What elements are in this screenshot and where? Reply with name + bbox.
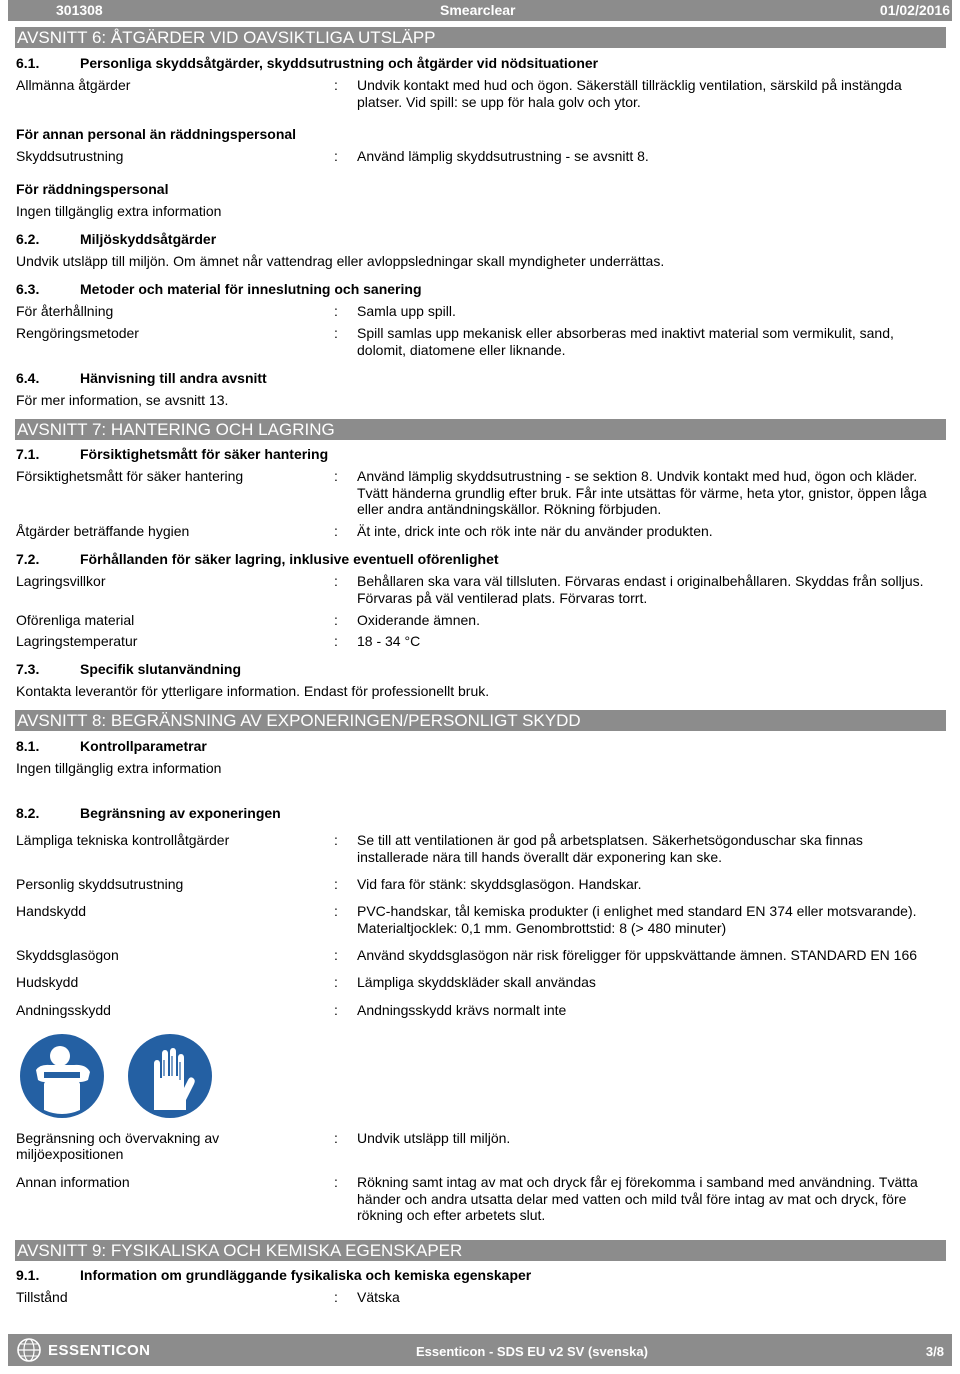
field-label: Hudskydd: [16, 974, 79, 990]
field-value: Spill samlas upp mekanisk eller absorberas med inaktivt material som vermikulit, sand, dolomit, diatomene eller liknande.: [357, 325, 894, 358]
subsection-6-2: [16, 231, 216, 247]
subsection-number: 7.1.: [16, 446, 40, 462]
product-name: Smearclear: [440, 2, 516, 18]
field-value: Undvik utsläpp till miljön.: [357, 1130, 511, 1146]
section-9-heading: AVSNITT 9: FYSIKALISKA OCH KEMISKA EGENSKAPER: [15, 1240, 946, 1261]
subsection-title: Förhållanden för säker lagring, inklusive eventuell oförenlighet: [80, 551, 499, 567]
field-label: Försiktighetsmått för säker hantering: [16, 468, 244, 484]
field-label: Begränsning och övervakning av miljöexpositionen: [16, 1130, 220, 1162]
subsection-title: Specifik slutanvändning: [80, 661, 242, 677]
field-colon: :: [334, 876, 338, 892]
subsection-9-1: [16, 1267, 531, 1283]
subsection-title: Miljöskyddsåtgärder: [80, 231, 217, 247]
document-footer: [8, 1334, 952, 1366]
field-value: Undvik kontakt med hud och ögon. Säkerställ tillräcklig ventilation, särskild på instängda platser. Vid spill: se upp för hala golv och ytor.: [357, 77, 902, 110]
field-value: Använd lämplig skyddsutrustning - se avsnitt 8.: [357, 148, 649, 164]
info-text: Ingen tillgänglig extra information: [16, 203, 222, 219]
field-label: Lagringstemperatur: [16, 633, 138, 649]
subsection-title: Begränsning av exponeringen: [80, 805, 281, 821]
field-value: Använd skyddsglasögon när risk föreligger för uppskvättande ämnen. STANDARD EN 166: [357, 947, 918, 963]
field-label: Personlig skyddsutrustning: [16, 876, 184, 892]
field-value: Samla upp spill.: [357, 303, 456, 319]
field-value: Använd lämplig skyddsutrustning - se sektion 8. Undvik kontakt med hud, ögon och kläder. Tvätt händerna grundlig efter bruk. Får inte utsättas för värme, heta ytor, gnistor, öppen låga eller andra antändningskällor. Rökning förbjuden.: [357, 468, 927, 517]
field-colon: :: [334, 947, 338, 963]
info-text: Undvik utsläpp till miljön. Om ämnet når vattendrag eller avloppsledningar skall myndigheter underrättas.: [16, 253, 665, 269]
subsection-number: 8.1.: [16, 738, 40, 754]
subsection-number: 6.1.: [16, 55, 40, 71]
field-value: Se till att ventilationen är god på arbetsplatsen. Säkerhetsögonduschar ska finnas installerade nära till hands överallt där exponering kan ske.: [357, 832, 863, 865]
globe-icon: [16, 1337, 42, 1363]
field-colon: :: [334, 325, 338, 341]
field-value: Oxiderande ämnen.: [357, 612, 480, 628]
product-code: 301308: [56, 2, 103, 18]
field-label: Tillstånd: [16, 1289, 68, 1305]
document-date: 01/02/2016: [879, 2, 950, 18]
subsection-8-2: [16, 805, 281, 821]
info-text: För mer information, se avsnitt 13.: [16, 392, 229, 408]
subsection-number: 9.1.: [16, 1267, 40, 1283]
field-colon: :: [334, 903, 338, 919]
eye-protection-icon: [16, 1030, 108, 1122]
logo-text: ESSENTICON: [48, 1341, 151, 1359]
field-value: Behållaren ska vara väl tillsluten. Förvaras endast i originalbehållaren. Skyddas från solljus. Förvaras på väl ventilerad plats. Förvaras torrt.: [357, 573, 924, 606]
group-heading: För annan personal än räddningspersonal: [16, 126, 297, 142]
field-colon: :: [334, 1002, 338, 1018]
subsection-7-3: [16, 661, 241, 677]
subsection-6-1: [16, 55, 598, 71]
field-colon: :: [334, 468, 338, 484]
field-label: Handskydd: [16, 903, 87, 919]
field-label: Åtgärder beträffande hygien: [16, 523, 190, 539]
hand-protection-icon: [124, 1030, 216, 1122]
section-8-heading: AVSNITT 8: BEGRÄNSNING AV EXPONERINGEN/PERSONLIGT SKYDD: [15, 710, 946, 731]
group-heading: För räddningspersonal: [16, 181, 169, 197]
field-value: PVC-handskar, tål kemiska produkter (i enlighet med standard EN 374 eller motsvarande). Materialtjocklek: 0,1 mm. Genombrottstid: 8 (> 480 minuter): [357, 903, 917, 936]
field-label: Oförenliga material: [16, 612, 135, 628]
info-text: Ingen tillgänglig extra information: [16, 760, 222, 776]
field-value: Vid fara för stänk: skyddsglasögon. Handskar.: [357, 876, 642, 892]
subsection-7-1: [16, 446, 328, 462]
info-text: Kontakta leverantör för ytterligare information. Endast för professionellt bruk.: [16, 683, 490, 699]
subsection-number: 7.2.: [16, 551, 40, 567]
subsection-number: 6.2.: [16, 231, 40, 247]
document-header: [8, 0, 952, 21]
field-value: Rökning samt intag av mat och dryck får ej förekomma i samband med användning. Tvätta händer och andra utsatta delar med vatten och mild tvål före intag av mat och dryck, före rökning och efter arbetets slut.: [357, 1174, 918, 1223]
field-colon: :: [334, 974, 338, 990]
footer-document-info: Essenticon - SDS EU v2 SV (svenska): [416, 1344, 648, 1359]
subsection-title: Information om grundläggande fysikaliska och kemiska egenskaper: [80, 1267, 532, 1283]
subsection-title: Kontrollparametrar: [80, 738, 207, 754]
field-label: Lagringsvillkor: [16, 573, 106, 589]
field-colon: :: [334, 523, 338, 539]
subsection-6-3: [16, 281, 422, 297]
subsection-8-1: [16, 738, 207, 754]
field-value: Ät inte, drick inte och rök inte när du använder produkten.: [357, 523, 713, 539]
page-number: 3/8: [925, 1344, 944, 1359]
field-label: Allmänna åtgärder: [16, 77, 131, 93]
subsection-number: 8.2.: [16, 805, 40, 821]
field-label: Rengöringsmetoder: [16, 325, 139, 341]
field-colon: :: [334, 1130, 338, 1146]
field-colon: :: [334, 1174, 338, 1190]
field-label: Lämpliga tekniska kontrollåtgärder: [16, 832, 230, 848]
field-value: Vätska: [357, 1289, 400, 1305]
subsection-number: 6.4.: [16, 370, 40, 386]
field-colon: :: [334, 832, 338, 848]
subsection-6-4: [16, 370, 267, 386]
field-colon: :: [334, 633, 338, 649]
field-value: Andningsskydd krävs normalt inte: [357, 1002, 567, 1018]
subsection-number: 6.3.: [16, 281, 40, 297]
subsection-title: Hänvisning till andra avsnitt: [80, 370, 267, 386]
essenticon-logo: [16, 1336, 151, 1364]
subsection-title: Personliga skyddsåtgärder, skyddsutrustning och åtgärder vid nödsituationer: [80, 55, 599, 71]
subsection-title: Metoder och material för inneslutning och sanering: [80, 281, 422, 297]
field-colon: :: [334, 77, 338, 93]
section-6-heading: AVSNITT 6: ÅTGÄRDER VID OAVSIKTLIGA UTSLÄPP: [15, 27, 946, 48]
field-colon: :: [334, 303, 338, 319]
field-colon: :: [334, 148, 338, 164]
field-colon: :: [334, 612, 338, 628]
section-7-heading: AVSNITT 7: HANTERING OCH LAGRING: [15, 419, 946, 440]
subsection-number: 7.3.: [16, 661, 40, 677]
field-label: Skyddsutrustning: [16, 148, 124, 164]
field-label: Andningsskydd: [16, 1002, 111, 1018]
field-label: Skyddsglasögon: [16, 947, 119, 963]
field-value: Lämpliga skyddskläder skall användas: [357, 974, 596, 990]
subsection-title: Försiktighetsmått för säker hantering: [80, 446, 329, 462]
field-colon: :: [334, 1289, 338, 1305]
subsection-7-2: [16, 551, 499, 567]
field-value: 18 - 34 °C: [357, 633, 421, 649]
field-label: Annan information: [16, 1174, 130, 1190]
field-label: För återhållning: [16, 303, 114, 319]
field-colon: :: [334, 573, 338, 589]
